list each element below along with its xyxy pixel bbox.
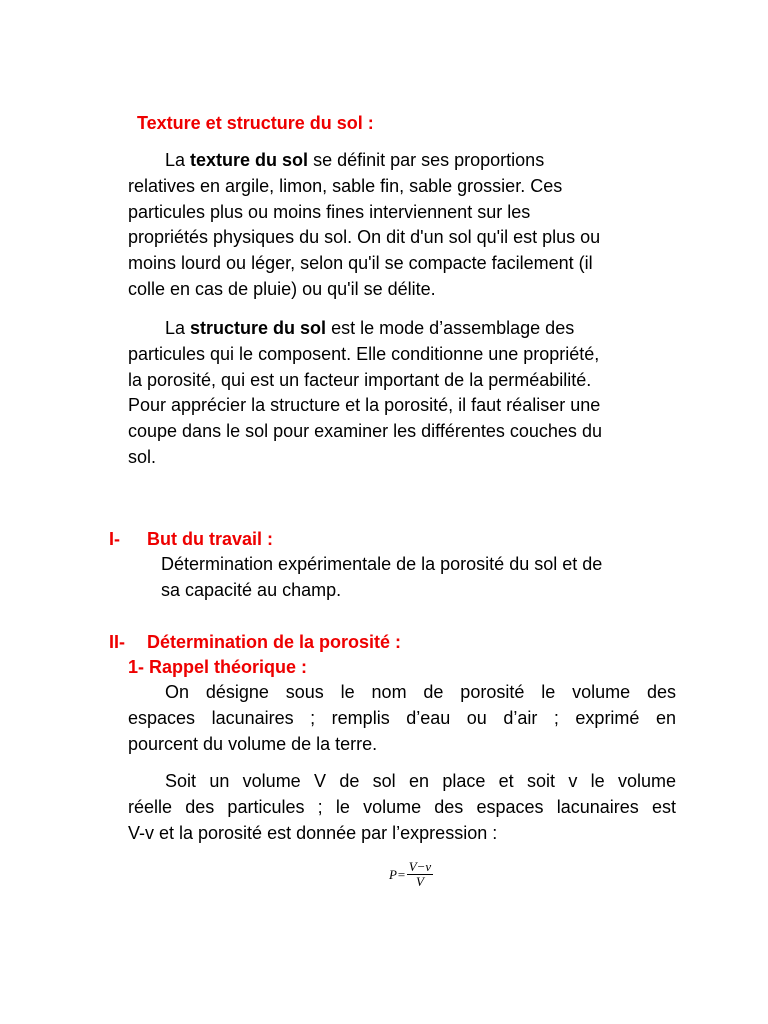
text-line: la porosité, qui est un facteur important de la perméabilité.	[128, 369, 592, 390]
text-run: La	[165, 318, 191, 338]
section-title-text: Détermination de la porosité :	[147, 632, 402, 652]
subsection-heading	[128, 656, 307, 678]
text-run: La	[165, 150, 191, 170]
text-line: Pour apprécier la structure et la porosité, il faut réaliser une	[128, 395, 601, 416]
porosity-definition-paragraph	[128, 680, 676, 757]
section-1-body	[161, 552, 681, 604]
section-title: Texture et structure du sol :	[137, 113, 374, 133]
text-line: particules qui le composent. Elle conditionne une propriété,	[128, 343, 600, 364]
formula-denominator: V	[415, 874, 424, 889]
porosity-formula	[389, 860, 433, 889]
text-line: pourcent du volume de la terre.	[128, 733, 378, 754]
section-number: I-	[109, 529, 120, 549]
text-line: moins lourd ou léger, selon qu'il se compacte facilement (il	[128, 253, 593, 274]
subsection-number: 1-	[128, 657, 145, 677]
subsection-title: Rappel théorique :	[149, 657, 308, 677]
text-run: se définit par ses proportions	[308, 150, 545, 170]
bold-term: structure du sol	[190, 318, 327, 338]
text-line: coupe dans le sol pour examiner les différentes couches du	[128, 421, 602, 442]
text-run: est le mode d’assemblage des	[326, 318, 575, 338]
text-line: On désigne sous le nom de porosité le volume des	[165, 682, 676, 702]
text-line: colle en cas de pluie) ou qu'il se délite.	[128, 278, 436, 299]
text-line: sa capacité au champ.	[161, 579, 342, 600]
section-2-heading	[109, 631, 401, 653]
section-1-heading	[109, 528, 273, 550]
text-line: Détermination expérimentale de la porosité du sol et de	[161, 554, 603, 574]
section-number: II-	[109, 632, 125, 652]
text-line: particules plus ou moins fines interviennent sur les	[128, 201, 531, 222]
text-line	[128, 316, 678, 342]
bold-term: texture du sol	[190, 150, 309, 170]
formula-numerator: V−v	[408, 859, 432, 874]
text-line	[128, 148, 678, 174]
structure-paragraph	[128, 316, 678, 471]
text-line: relatives en argile, limon, sable fin, sable grossier. Ces	[128, 175, 563, 196]
text-line: réelle des particules ; le volume des espaces lacunaires est	[128, 796, 676, 817]
text-line: espaces lacunaires ; remplis d’eau ou d’air ; exprimé en	[128, 707, 676, 728]
text-line: Soit un volume V de sol en place et soit v le volume	[165, 771, 676, 791]
formula-fraction	[407, 860, 433, 889]
texture-paragraph	[128, 148, 678, 303]
text-line: sol.	[128, 446, 157, 467]
porosity-volume-paragraph	[128, 769, 676, 846]
text-line: propriétés physiques du sol. On dit d'un sol qu'il est plus ou	[128, 227, 601, 248]
text-line: V-v et la porosité est donnée par l’expression :	[128, 822, 498, 843]
section-title-text: But du travail :	[147, 529, 274, 549]
formula-lhs: P=	[389, 866, 406, 882]
